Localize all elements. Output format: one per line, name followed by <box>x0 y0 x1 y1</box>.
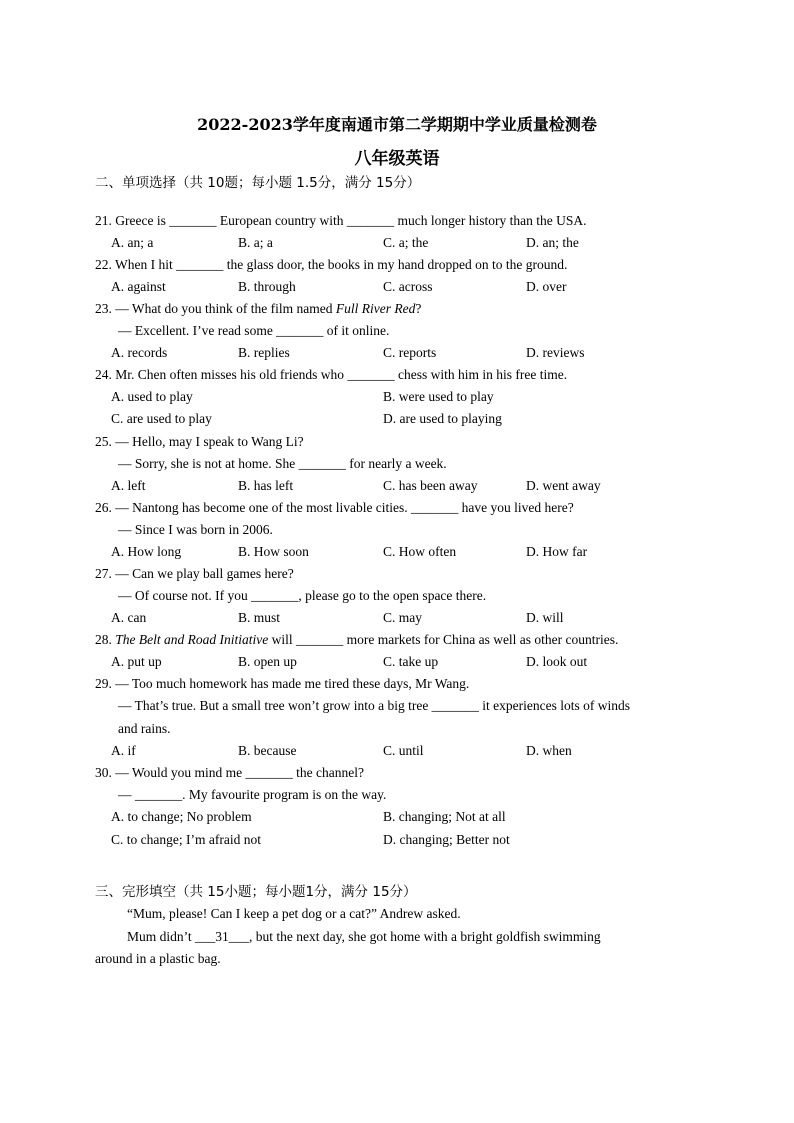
option-28a: A. put up <box>111 654 162 669</box>
option-25b: B. has left <box>238 478 294 493</box>
question-23-end: ? <box>415 301 422 316</box>
question-29-reply-cont: and rains. <box>118 721 171 736</box>
option-30a: A. to change; No problem <box>111 809 252 824</box>
option-26d: D. How far <box>526 544 588 559</box>
option-22d: D. over <box>526 279 567 294</box>
option-26c: C. How often <box>383 544 457 559</box>
option-27d: D. will <box>526 610 564 625</box>
question-28 <box>95 632 618 648</box>
option-25d: D. went away <box>526 478 601 493</box>
option-25a: A. left <box>111 478 146 493</box>
option-27a: A. can <box>111 610 147 625</box>
question-23-text: 23. — What do you think of the film named <box>95 301 336 316</box>
option-24b: B. were used to play <box>383 389 494 404</box>
question-28-initiative: The Belt and Road Initiative <box>115 632 269 647</box>
option-29a: A. if <box>111 743 136 758</box>
option-29c: C. until <box>383 743 424 758</box>
question-27-reply: — Of course not. If you _______, please go to the open space there. <box>118 588 487 603</box>
question-26-reply: — Since I was born in 2006. <box>118 522 273 537</box>
option-28c: C. take up <box>383 654 439 669</box>
option-22c: C. across <box>383 279 433 294</box>
option-22a: A. against <box>111 279 166 294</box>
question-29: 29. — Too much homework has made me tired these days, Mr Wang. <box>95 676 470 691</box>
option-21a: A. an; a <box>111 235 154 250</box>
question-28-number: 28. <box>95 632 116 647</box>
question-29-reply: — That’s true. But a small tree won’t grow into a big tree _______ it experiences lots of winds <box>118 698 631 713</box>
question-23-reply: — Excellent. I’ve read some _______ of it online. <box>118 323 390 338</box>
option-22b: B. through <box>238 279 296 294</box>
section-heading-cloze: 三、完形填空（共 15小题；每小题1分，满分 15分） <box>95 884 417 900</box>
option-30d: D. changing; Better not <box>383 832 510 847</box>
passage-line-2: Mum didn’t ___31___, but the next day, she got home with a bright goldfish swimming <box>127 929 601 944</box>
question-23 <box>95 301 421 317</box>
option-24d: D. are used to playing <box>383 411 502 426</box>
option-23c: C. reports <box>383 345 437 360</box>
question-23-film-title: Full River Red <box>335 301 416 316</box>
option-27b: B. must <box>238 610 281 625</box>
question-27: 27. — Can we play ball games here? <box>95 566 294 581</box>
question-28-text: will _______ more markets for China as well as other countries. <box>268 632 619 647</box>
option-25c: C. has been away <box>383 478 478 493</box>
section-heading-multiple-choice: 二、单项选择（共 10题；每小题 1.5分，满分 15分） <box>95 175 421 191</box>
option-21b: B. a; a <box>238 235 273 250</box>
option-30c: C. to change; I’m afraid not <box>111 832 261 847</box>
option-23a: A. records <box>111 345 168 360</box>
option-29b: B. because <box>238 743 297 758</box>
question-30: 30. — Would you mind me _______ the channel? <box>95 765 364 780</box>
passage-line-3: around in a plastic bag. <box>95 951 221 966</box>
exam-subtitle: 八年级英语 <box>354 149 440 169</box>
question-22: 22. When I hit _______ the glass door, the books in my hand dropped on to the ground. <box>95 257 568 272</box>
option-29d: D. when <box>526 743 572 758</box>
option-27c: C. may <box>383 610 422 625</box>
option-24a: A. used to play <box>111 389 193 404</box>
option-23b: B. replies <box>238 345 290 360</box>
option-24c: C. are used to play <box>111 411 212 426</box>
option-26a: A. How long <box>111 544 182 559</box>
question-26: 26. — Nantong has become one of the most livable cities. _______ have you lived here? <box>95 500 574 515</box>
passage-line-1: “Mum, please! Can I keep a pet dog or a cat?” Andrew asked. <box>127 906 461 921</box>
exam-title: 2022-2023学年度南通市第二学期期中学业质量检测卷 <box>197 115 597 134</box>
option-21c: C. a; the <box>383 235 429 250</box>
option-28b: B. open up <box>238 654 297 669</box>
question-30-reply: — _______. My favourite program is on the way. <box>118 787 387 802</box>
question-25: 25. — Hello, may I speak to Wang Li? <box>95 434 304 449</box>
option-26b: B. How soon <box>238 544 309 559</box>
option-30b: B. changing; Not at all <box>383 809 506 824</box>
option-23d: D. reviews <box>526 345 585 360</box>
question-21: 21. Greece is _______ European country with _______ much longer history than the USA. <box>95 213 587 228</box>
question-25-reply: — Sorry, she is not at home. She _______ for nearly a week. <box>118 456 447 471</box>
option-21d: D. an; the <box>526 235 579 250</box>
option-28d: D. look out <box>526 654 588 669</box>
question-24: 24. Mr. Chen often misses his old friends who _______ chess with him in his free time. <box>95 367 568 382</box>
